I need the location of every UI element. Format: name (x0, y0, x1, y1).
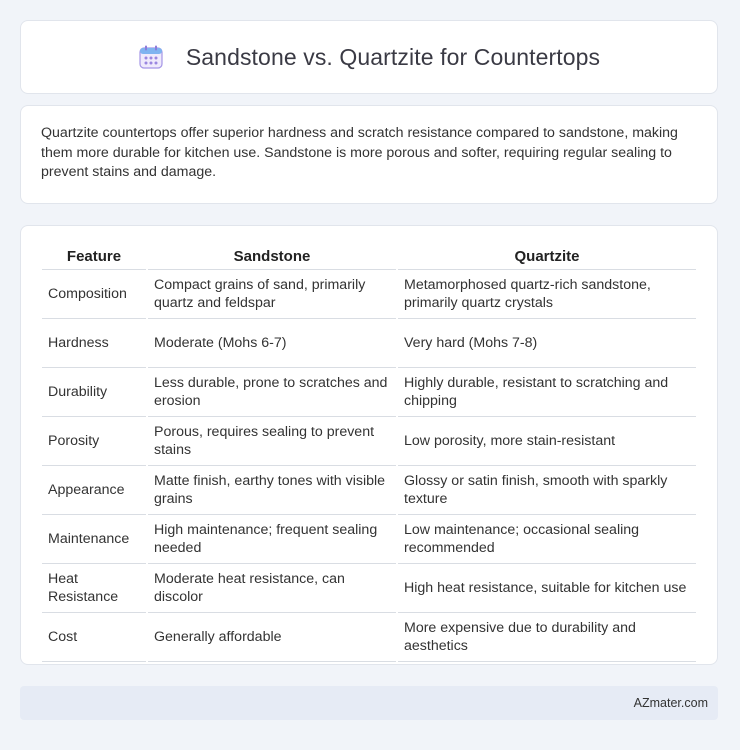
footer (20, 686, 718, 720)
feature-cell: Composition (42, 270, 146, 319)
sandstone-cell: Porous, requires sealing to prevent stains (148, 417, 396, 466)
calendar-icon (138, 44, 164, 70)
header-feature: Feature (42, 244, 146, 270)
table-row (42, 564, 696, 613)
summary-text: Quartzite countertops offer superior hardness and scratch resistance compared to sandstone, making them more durable for kitchen use. Sandstone is more porous and softer, requiring regular sealing to prevent stains and damage. (41, 125, 678, 181)
table-row (42, 368, 696, 417)
title-card (20, 20, 718, 94)
feature-cell: Porosity (42, 417, 146, 466)
quartzite-cell: Metamorphosed quartz-rich sandstone, primarily quartz crystals (398, 270, 696, 319)
feature-cell: Hardness (42, 319, 146, 368)
sandstone-cell: Compact grains of sand, primarily quartz and feldspar (148, 270, 396, 319)
sandstone-cell: Moderate heat resistance, can discolor (148, 564, 396, 613)
feature-cell: Durability (42, 368, 146, 417)
quartzite-cell: More expensive due to durability and aesthetics (398, 613, 696, 662)
comparison-table (40, 244, 698, 662)
table-row (42, 270, 696, 319)
quartzite-cell: Low porosity, more stain-resistant (398, 417, 696, 466)
quartzite-cell: High heat resistance, suitable for kitchen use (398, 564, 696, 613)
comparison-table-card (20, 225, 718, 665)
header-sandstone: Sandstone (148, 244, 396, 270)
table-row (42, 319, 696, 368)
footer-brand: AZmater.com (633, 696, 708, 710)
sandstone-cell: Less durable, prone to scratches and erosion (148, 368, 396, 417)
feature-cell: Appearance (42, 466, 146, 515)
table-row (42, 417, 696, 466)
table-header-row (42, 244, 696, 270)
sandstone-cell: High maintenance; frequent sealing needed (148, 515, 396, 564)
sandstone-cell: Moderate (Mohs 6-7) (148, 319, 396, 368)
feature-cell: Cost (42, 613, 146, 662)
sandstone-cell: Matte finish, earthy tones with visible grains (148, 466, 396, 515)
table-row (42, 515, 696, 564)
page-title: Sandstone vs. Quartzite for Countertops (185, 43, 601, 70)
quartzite-cell: Highly durable, resistant to scratching and chipping (398, 368, 696, 417)
quartzite-cell: Very hard (Mohs 7-8) (398, 319, 696, 368)
quartzite-cell: Low maintenance; occasional sealing recommended (398, 515, 696, 564)
sandstone-cell: Generally affordable (148, 613, 396, 662)
header-quartzite: Quartzite (398, 244, 696, 270)
quartzite-cell: Glossy or satin finish, smooth with sparkly texture (398, 466, 696, 515)
table-row (42, 613, 696, 662)
feature-cell: Heat Resistance (42, 564, 146, 613)
summary-card (20, 105, 718, 204)
table-row (42, 466, 696, 515)
feature-cell: Maintenance (42, 515, 146, 564)
